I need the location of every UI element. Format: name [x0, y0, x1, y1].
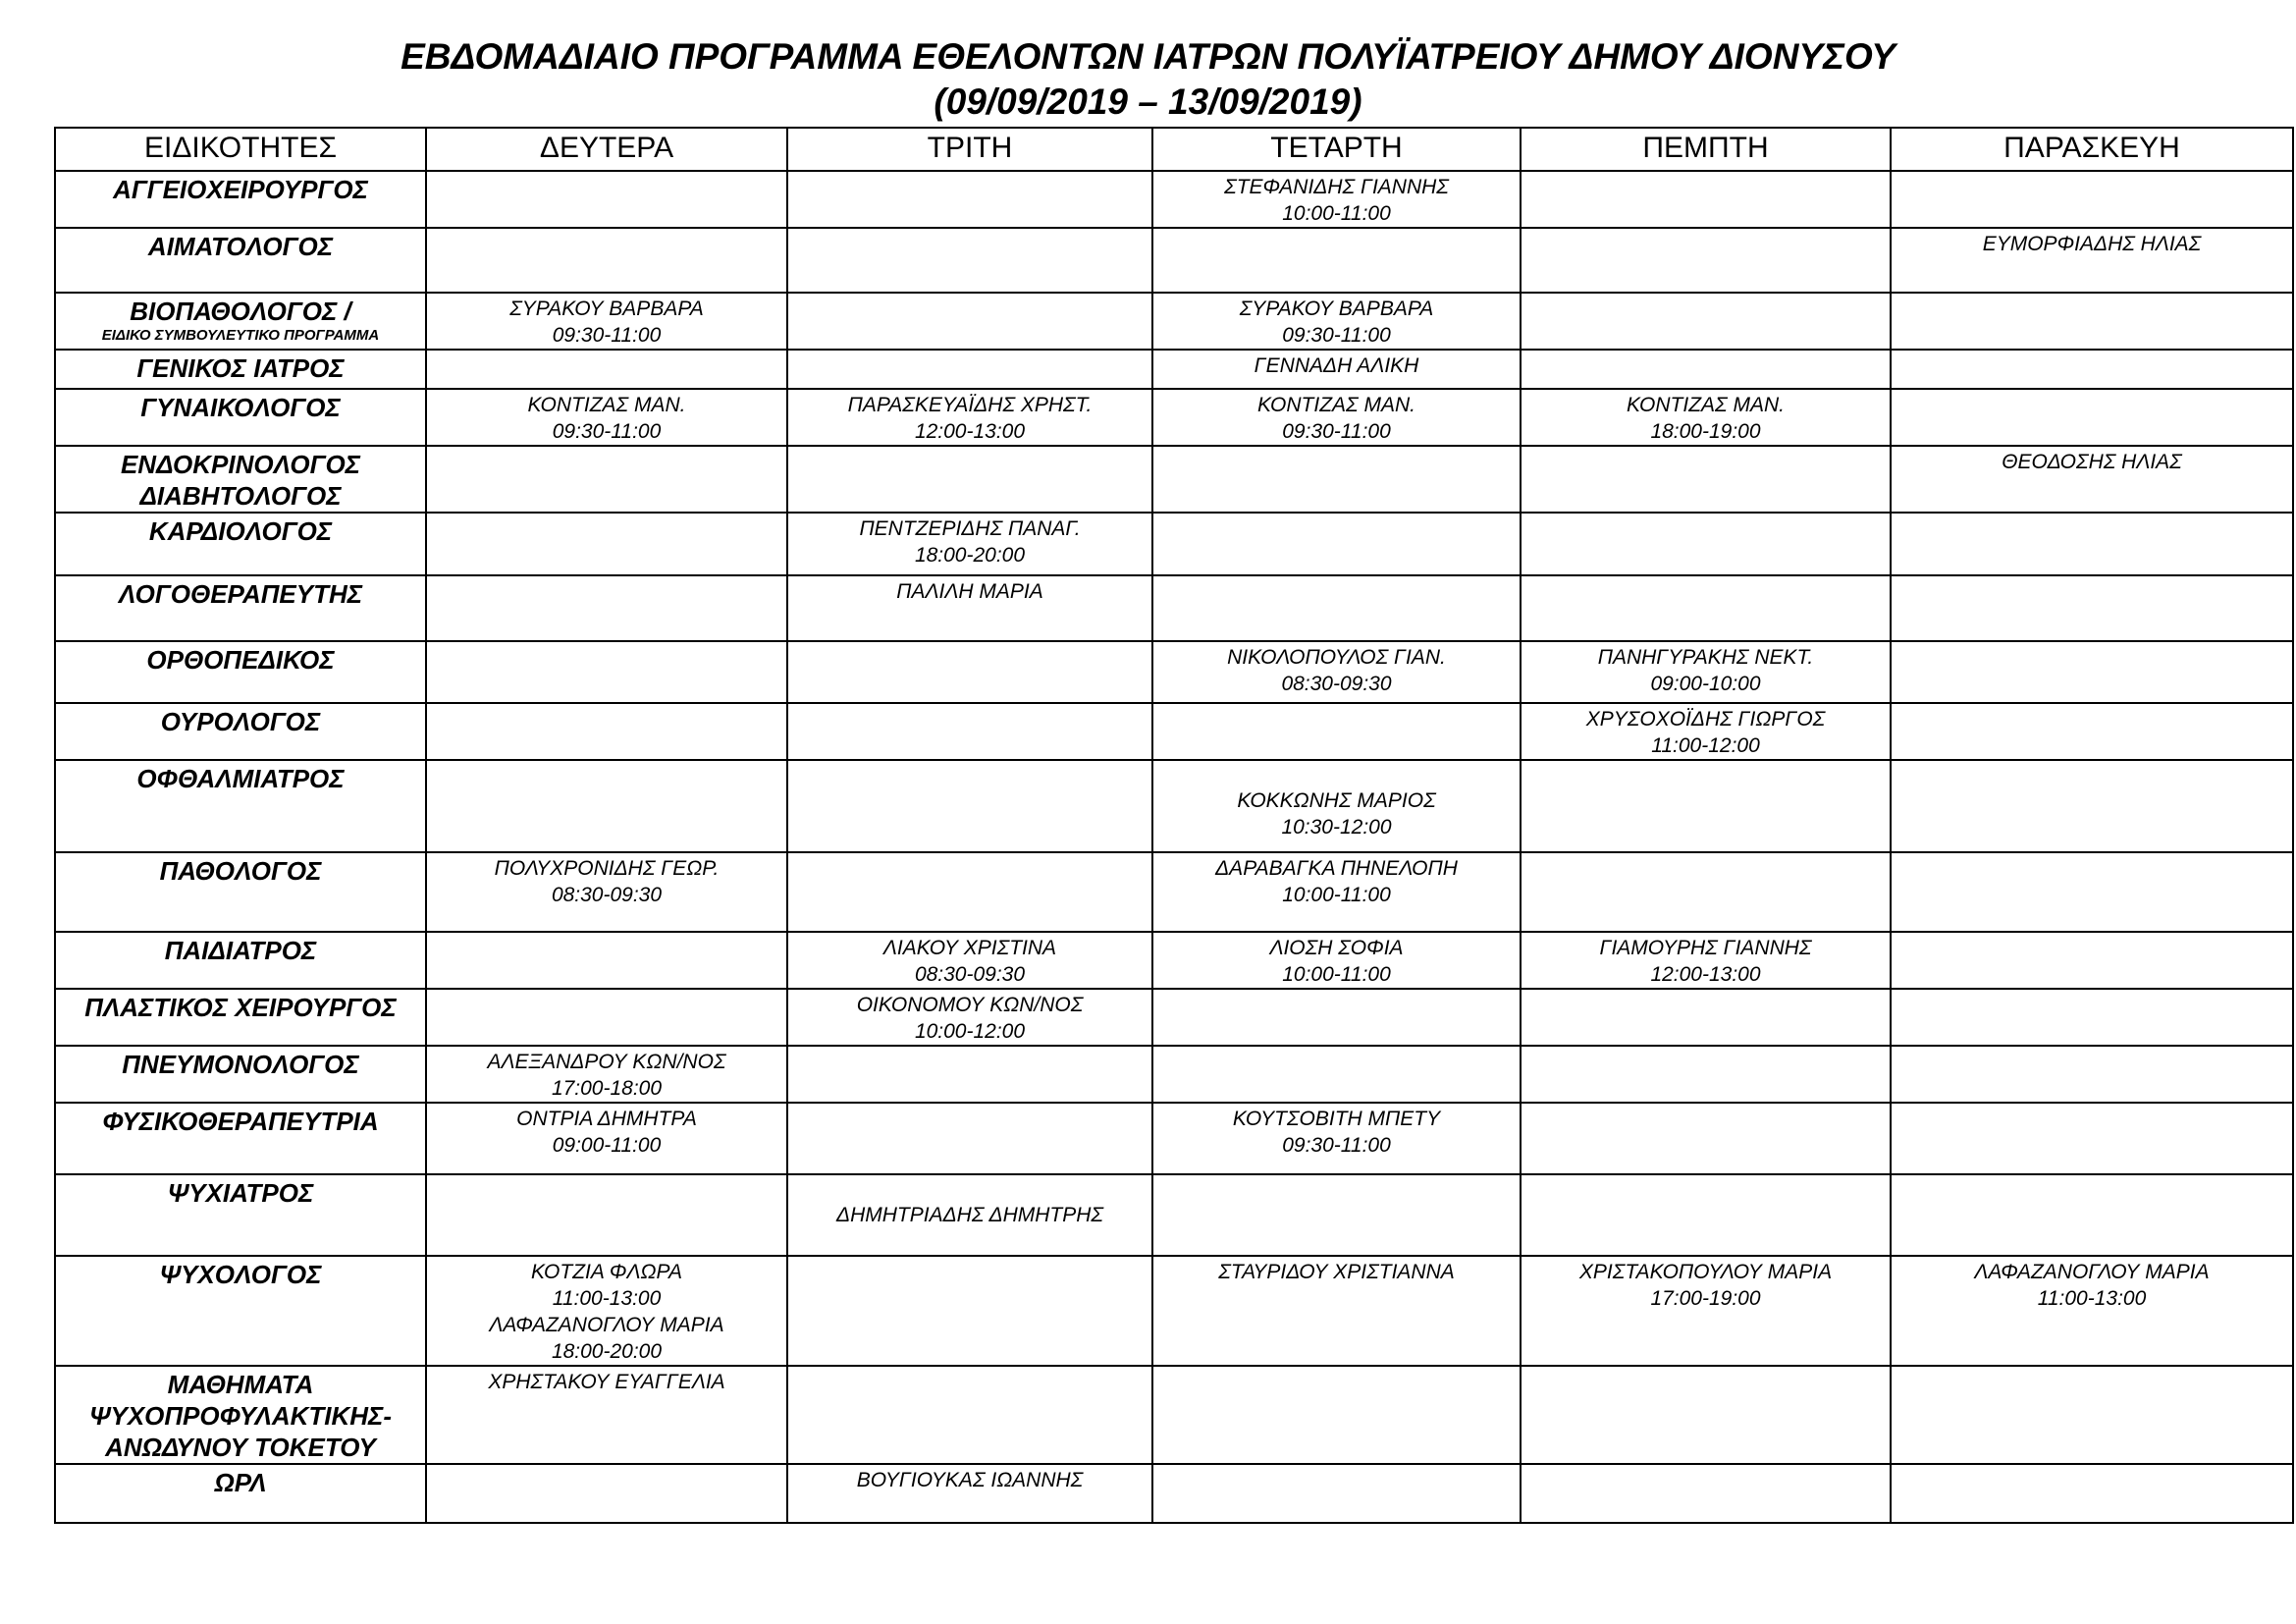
schedule-cell-tuesday: [787, 760, 1152, 852]
schedule-cell-wednesday: [1152, 760, 1521, 852]
specialty-label: ΟΥΡΟΛΟΓΟΣ: [160, 707, 321, 736]
schedule-cell-friday: [1891, 1174, 2293, 1256]
column-header-wednesday: ΤΕΤΑΡΤΗ: [1152, 128, 1521, 171]
schedule-cell-wednesday: [1152, 1103, 1521, 1174]
schedule-cell-wednesday: [1152, 1256, 1521, 1366]
doctor-name: ΠΑΡΑΣΚΕΥΑΪΔΗΣ ΧΡΗΣΤ.: [847, 394, 1093, 416]
specialty-label: ΦΥΣΙΚΟΘΕΡΑΠΕΥΤΡΙΑ: [102, 1107, 379, 1136]
schedule-cell-monday: [426, 1174, 787, 1256]
schedule-cell-friday: [1891, 228, 2293, 293]
schedule-cell-tuesday: [787, 641, 1152, 703]
specialty-cell: [55, 641, 426, 703]
specialty-cell: [55, 228, 426, 293]
doctor-name: ΠΕΝΤΖΕΡΙΔΗΣ ΠΑΝΑΓ.: [859, 517, 1081, 540]
schedule-cell-monday: [426, 932, 787, 989]
schedule-cell-thursday: [1521, 1464, 1891, 1523]
schedule-table: [54, 127, 2294, 1524]
specialty-label: ΔΙΑΒΗΤΟΛΟΓΟΣ: [139, 481, 342, 511]
schedule-cell-friday: [1891, 513, 2293, 575]
schedule-cell-thursday: [1521, 1256, 1891, 1366]
schedule-cell-thursday: [1521, 513, 1891, 575]
specialty-label: ΒΙΟΠΑΘΟΛΟΓΟΣ /: [130, 297, 351, 326]
schedule-cell-wednesday: [1152, 1464, 1521, 1523]
specialty-label: ΠΑΙΔΙΑΤΡΟΣ: [164, 936, 317, 965]
table-row: [55, 703, 2293, 760]
schedule-cell-friday: [1891, 989, 2293, 1046]
specialty-label: ΨΥΧΙΑΤΡΟΣ: [167, 1178, 314, 1208]
specialty-label: ΚΑΡΔΙΟΛΟΓΟΣ: [148, 516, 333, 546]
time-slot: 12:00-13:00: [1650, 963, 1761, 986]
schedule-cell-thursday: [1521, 1103, 1891, 1174]
table-row: [55, 932, 2293, 989]
specialty-cell: [55, 703, 426, 760]
doctor-name: ΠΟΛΥΧΡΟΝΙΔΗΣ ΓΕΩΡ.: [494, 857, 720, 880]
schedule-cell-tuesday: [787, 1103, 1152, 1174]
schedule-cell-wednesday: [1152, 989, 1521, 1046]
schedule-cell-wednesday: [1152, 1366, 1521, 1464]
table-row: [55, 1366, 2293, 1464]
doctor-name: ΣΤΑΥΡΙΔΟΥ ΧΡΙΣΤΙΑΝΝΑ: [1218, 1261, 1455, 1283]
doctor-name: ΒΟΥΓΙΟΥΚΑΣ ΙΩΑΝΝΗΣ: [856, 1469, 1084, 1491]
specialty-label: ΜΑΘΗΜΑΤΑ: [167, 1370, 314, 1399]
schedule-cell-thursday: [1521, 932, 1891, 989]
schedule-cell-monday: [426, 293, 787, 350]
doctor-name: ΔΗΜΗΤΡΙΑΔΗΣ ΔΗΜΗΤΡΗΣ: [836, 1204, 1103, 1226]
specialty-cell: [55, 1103, 426, 1174]
table-row: [55, 989, 2293, 1046]
schedule-cell-thursday: [1521, 389, 1891, 446]
schedule-cell-tuesday: [787, 852, 1152, 932]
doctor-name: ΔΑΡΑΒΑΓΚΑ ΠΗΝΕΛΟΠΗ: [1215, 857, 1458, 880]
schedule-cell-thursday: [1521, 760, 1891, 852]
schedule-cell-thursday: [1521, 703, 1891, 760]
specialty-cell: [55, 760, 426, 852]
time-slot: 11:00-12:00: [1651, 734, 1760, 757]
specialty-label: ΛΟΓΟΘΕΡΑΠΕΥΤΗΣ: [118, 579, 363, 609]
schedule-cell-friday: [1891, 446, 2293, 513]
doctor-name: ΣΥΡΑΚΟΥ ΒΑΡΒΑΡΑ: [509, 298, 704, 320]
specialty-cell: [55, 989, 426, 1046]
specialty-label: ΠΝΕΥΜΟΝΟΛΟΓΟΣ: [122, 1050, 359, 1079]
schedule-cell-wednesday: [1152, 1046, 1521, 1103]
time-slot: 18:00-20:00: [551, 1340, 663, 1363]
schedule-cell-tuesday: [787, 228, 1152, 293]
schedule-cell-wednesday: [1152, 228, 1521, 293]
schedule-cell-thursday: [1521, 1046, 1891, 1103]
doctor-name: ΛΙΑΚΟΥ ΧΡΙΣΤΙΝΑ: [882, 937, 1057, 959]
schedule-cell-monday: [426, 703, 787, 760]
specialty-label: ΠΛΑΣΤΙΚΟΣ ΧΕΙΡΟΥΡΓΟΣ: [84, 993, 397, 1022]
schedule-cell-thursday: [1521, 852, 1891, 932]
time-slot: 09:30-11:00: [1282, 420, 1391, 443]
column-header-specialties: ΕΙΔΙΚΟΤΗΤΕΣ: [55, 128, 426, 171]
schedule-cell-wednesday: [1152, 446, 1521, 513]
time-slot: 10:00-12:00: [914, 1020, 1026, 1043]
schedule-cell-tuesday: [787, 350, 1152, 389]
time-slot: 08:30-09:30: [1281, 673, 1392, 695]
specialty-label: ΩΡΛ: [214, 1468, 267, 1497]
table-row: [55, 852, 2293, 932]
doctor-name: ΠΑΛΙΛΗ ΜΑΡΙΑ: [896, 580, 1043, 603]
table-row: [55, 1464, 2293, 1523]
schedule-cell-wednesday: [1152, 350, 1521, 389]
doctor-name: ΓΕΝΝΑΔΗ ΑΛΙΚΗ: [1254, 354, 1419, 377]
schedule-cell-tuesday: [787, 1046, 1152, 1103]
specialty-label: ΕΝΔΟΚΡΙΝΟΛΟΓΟΣ: [120, 450, 361, 479]
specialty-cell: [55, 389, 426, 446]
schedule-cell-thursday: [1521, 350, 1891, 389]
specialty-sublabel: ΕΙΔΙΚΟ ΣΥΜΒΟΥΛΕΥΤΙΚΟ ΠΡΟΓΡΑΜΜΑ: [101, 327, 380, 344]
doctor-name: ΠΑΝΗΓΥΡΑΚΗΣ ΝΕΚΤ.: [1597, 646, 1814, 669]
schedule-cell-thursday: [1521, 1174, 1891, 1256]
schedule-cell-monday: [426, 852, 787, 932]
schedule-cell-friday: [1891, 575, 2293, 641]
schedule-cell-thursday: [1521, 446, 1891, 513]
schedule-cell-tuesday: [787, 293, 1152, 350]
schedule-cell-thursday: [1521, 228, 1891, 293]
table-row: [55, 1256, 2293, 1366]
specialty-label: ΑΙΜΑΤΟΛΟΓΟΣ: [147, 232, 334, 261]
table-row: [55, 760, 2293, 852]
schedule-cell-tuesday: [787, 1256, 1152, 1366]
schedule-cell-friday: [1891, 1256, 2293, 1366]
date-range: (09/09/2019 – 13/09/2019): [934, 81, 1362, 122]
time-slot: 10:00-11:00: [1282, 884, 1391, 906]
time-slot: 18:00-19:00: [1650, 420, 1761, 443]
schedule-cell-wednesday: [1152, 513, 1521, 575]
table-row: [55, 350, 2293, 389]
schedule-cell-friday: [1891, 1103, 2293, 1174]
schedule-cell-monday: [426, 575, 787, 641]
table-row: [55, 641, 2293, 703]
time-slot: 09:00-10:00: [1650, 673, 1761, 695]
time-slot: 12:00-13:00: [914, 420, 1026, 443]
time-slot: 10:30-12:00: [1281, 816, 1392, 839]
specialty-cell: [55, 852, 426, 932]
time-slot: 17:00-18:00: [551, 1077, 663, 1100]
schedule-cell-monday: [426, 1103, 787, 1174]
doctor-name: ΚΟΝΤΙΖΑΣ ΜΑΝ.: [1257, 394, 1415, 416]
doctor-name: ΛΑΦΑΖΑΝΟΓΛΟΥ ΜΑΡΙΑ: [1974, 1261, 2210, 1283]
specialty-label: ΓΕΝΙΚΟΣ ΙΑΤΡΟΣ: [136, 353, 345, 383]
schedule-cell-friday: [1891, 932, 2293, 989]
time-slot: 11:00-13:00: [2037, 1287, 2147, 1310]
page-title: ΕΒΔΟΜΑΔΙΑΙΟ ΠΡΟΓΡΑΜΜΑ ΕΘΕΛΟΝΤΩΝ ΙΑΤΡΩΝ ΠΟΛΥΪΑΤΡΕΙΟΥ ΔΗΜΟΥ ΔΙΟΝΥΣΟΥ: [400, 36, 1896, 77]
schedule-cell-tuesday: [787, 703, 1152, 760]
schedule-cell-tuesday: [787, 932, 1152, 989]
doctor-name: ΛΙΟΣΗ ΣΟΦΙΑ: [1269, 937, 1404, 959]
schedule-cell-thursday: [1521, 171, 1891, 228]
table-row: [55, 1174, 2293, 1256]
schedule-cell-friday: [1891, 641, 2293, 703]
doctor-name: ΚΟΚΚΩΝΗΣ ΜΑΡΙΟΣ: [1237, 789, 1436, 812]
header-row: [55, 128, 2293, 171]
column-header-friday: ΠΑΡΑΣΚΕΥΗ: [1891, 128, 2293, 171]
schedule-cell-thursday: [1521, 1366, 1891, 1464]
specialty-cell: [55, 1366, 426, 1464]
schedule-cell-wednesday: [1152, 575, 1521, 641]
schedule-cell-friday: [1891, 350, 2293, 389]
doctor-name: ΧΡΥΣΟΧΟΪΔΗΣ ΓΙΩΡΓΟΣ: [1585, 708, 1826, 731]
schedule-cell-tuesday: [787, 1174, 1152, 1256]
time-slot: 09:30-11:00: [1282, 324, 1391, 347]
schedule-cell-monday: [426, 350, 787, 389]
doctor-name: ΧΡΗΣΤΑΚΟΥ ΕΥΑΓΓΕΛΙΑ: [488, 1371, 725, 1393]
schedule-cell-wednesday: [1152, 389, 1521, 446]
schedule-cell-tuesday: [787, 446, 1152, 513]
doctor-name: ΣΤΕΦΑΝΙΔΗΣ ΓΙΑΝΝΗΣ: [1224, 176, 1449, 198]
specialty-cell: [55, 575, 426, 641]
specialty-cell: [55, 350, 426, 389]
table-row: [55, 293, 2293, 350]
column-header-monday: ΔΕΥΤΕΡΑ: [426, 128, 787, 171]
doctor-name: ΚΟΝΤΙΖΑΣ ΜΑΝ.: [527, 394, 686, 416]
schedule-cell-tuesday: [787, 513, 1152, 575]
schedule-cell-friday: [1891, 1464, 2293, 1523]
table-row: [55, 389, 2293, 446]
schedule-cell-monday: [426, 446, 787, 513]
specialty-cell: [55, 171, 426, 228]
schedule-cell-friday: [1891, 760, 2293, 852]
doctor-name: ΘΕΟΔΟΣΗΣ ΗΛΙΑΣ: [2002, 451, 2182, 473]
time-slot: 17:00-19:00: [1650, 1287, 1761, 1310]
schedule-cell-wednesday: [1152, 932, 1521, 989]
doctor-name: ΓΙΑΜΟΥΡΗΣ ΓΙΑΝΝΗΣ: [1599, 937, 1812, 959]
schedule-cell-friday: [1891, 171, 2293, 228]
schedule-cell-monday: [426, 641, 787, 703]
specialty-label: ΨΥΧΟΠΡΟΦΥΛΑΚΤΙΚΗΣ-: [88, 1401, 393, 1431]
schedule-cell-friday: [1891, 852, 2293, 932]
schedule-cell-thursday: [1521, 575, 1891, 641]
specialty-cell: [55, 932, 426, 989]
schedule-cell-friday: [1891, 703, 2293, 760]
schedule-cell-tuesday: [787, 1464, 1152, 1523]
schedule-cell-wednesday: [1152, 703, 1521, 760]
specialty-label: ΑΓΓΕΙΟΧΕΙΡΟΥΡΓΟΣ: [113, 175, 368, 204]
schedule-cell-monday: [426, 989, 787, 1046]
schedule-cell-monday: [426, 1366, 787, 1464]
table-row: [55, 446, 2293, 513]
specialty-cell: [55, 513, 426, 575]
schedule-cell-monday: [426, 1046, 787, 1103]
doctor-name: ΣΥΡΑΚΟΥ ΒΑΡΒΑΡΑ: [1239, 298, 1434, 320]
schedule-cell-wednesday: [1152, 641, 1521, 703]
schedule-cell-wednesday: [1152, 171, 1521, 228]
specialty-cell: [55, 1174, 426, 1256]
doctor-name: ΑΛΕΞΑΝΔΡΟΥ ΚΩΝ/ΝΟΣ: [487, 1051, 726, 1073]
specialty-label: ΟΦΘΑΛΜΙΑΤΡΟΣ: [136, 764, 345, 793]
specialty-cell: [55, 293, 426, 350]
specialty-label: ΠΑΘΟΛΟΓΟΣ: [159, 856, 322, 886]
schedule-cell-monday: [426, 171, 787, 228]
specialty-cell: [55, 1464, 426, 1523]
specialty-cell: [55, 446, 426, 513]
doctor-name: ΧΡΙΣΤΑΚΟΠΟΥΛΟΥ ΜΑΡΙΑ: [1578, 1261, 1833, 1283]
schedule-cell-tuesday: [787, 171, 1152, 228]
time-slot: 11:00-13:00: [552, 1287, 662, 1310]
doctor-name: ΟΙΚΟΝΟΜΟΥ ΚΩΝ/ΝΟΣ: [856, 994, 1084, 1016]
schedule-cell-monday: [426, 1256, 787, 1366]
specialty-label: ΨΥΧΟΛΟΓΟΣ: [159, 1260, 322, 1289]
time-slot: 09:30-11:00: [552, 420, 662, 443]
schedule-cell-monday: [426, 760, 787, 852]
schedule-cell-wednesday: [1152, 852, 1521, 932]
column-header-tuesday: ΤΡΙΤΗ: [787, 128, 1152, 171]
schedule-cell-wednesday: [1152, 293, 1521, 350]
time-slot: 08:30-09:30: [551, 884, 663, 906]
specialty-cell: [55, 1046, 426, 1103]
specialty-cell: [55, 1256, 426, 1366]
time-slot: 09:30-11:00: [552, 324, 662, 347]
time-slot: 18:00-20:00: [914, 544, 1026, 567]
doctor-name: ΝΙΚΟΛΟΠΟΥΛΟΣ ΓΙΑΝ.: [1227, 646, 1446, 669]
time-slot: 08:30-09:30: [914, 963, 1026, 986]
doctor-name: ΛΑΦΑΖΑΝΟΓΛΟΥ ΜΑΡΙΑ: [489, 1314, 724, 1336]
schedule-cell-friday: [1891, 1366, 2293, 1464]
schedule-cell-tuesday: [787, 1366, 1152, 1464]
schedule-cell-tuesday: [787, 989, 1152, 1046]
doctor-name: ΚΟΤΖΙΑ ΦΛΩΡΑ: [531, 1261, 682, 1283]
schedule-cell-thursday: [1521, 641, 1891, 703]
schedule-cell-wednesday: [1152, 1174, 1521, 1256]
doctor-name: ΕΥΜΟΡΦΙΑΔΗΣ ΗΛΙΑΣ: [1982, 233, 2202, 255]
schedule-cell-monday: [426, 389, 787, 446]
schedule-cell-friday: [1891, 293, 2293, 350]
schedule-cell-tuesday: [787, 389, 1152, 446]
table-row: [55, 1046, 2293, 1103]
time-slot: 09:30-11:00: [1282, 1134, 1391, 1157]
specialty-label: ΓΥΝΑΙΚΟΛΟΓΟΣ: [140, 393, 341, 422]
schedule-cell-tuesday: [787, 575, 1152, 641]
doctor-name: ΚΟΥΤΣΟΒΙΤΗ ΜΠΕΤΥ: [1232, 1108, 1441, 1130]
table-row: [55, 171, 2293, 228]
schedule-cell-monday: [426, 1464, 787, 1523]
specialty-label: ΟΡΘΟΠΕΔΙΚΟΣ: [146, 645, 335, 675]
doctor-name: ΟΝΤΡΙΑ ΔΗΜΗΤΡΑ: [516, 1108, 697, 1130]
table-row: [55, 575, 2293, 641]
schedule-cell-monday: [426, 228, 787, 293]
schedule-cell-monday: [426, 513, 787, 575]
schedule-cell-thursday: [1521, 293, 1891, 350]
time-slot: 10:00-11:00: [1282, 202, 1391, 225]
table-row: [55, 228, 2293, 293]
specialty-label: ΑΝΩΔΥΝΟΥ ΤΟΚΕΤΟΥ: [105, 1433, 376, 1462]
time-slot: 10:00-11:00: [1282, 963, 1391, 986]
time-slot: 09:00-11:00: [552, 1134, 662, 1157]
table-row: [55, 1103, 2293, 1174]
schedule-cell-thursday: [1521, 989, 1891, 1046]
schedule-cell-friday: [1891, 1046, 2293, 1103]
table-row: [55, 513, 2293, 575]
column-header-thursday: ΠΕΜΠΤΗ: [1521, 128, 1891, 171]
schedule-cell-friday: [1891, 389, 2293, 446]
doctor-name: ΚΟΝΤΙΖΑΣ ΜΑΝ.: [1627, 394, 1785, 416]
